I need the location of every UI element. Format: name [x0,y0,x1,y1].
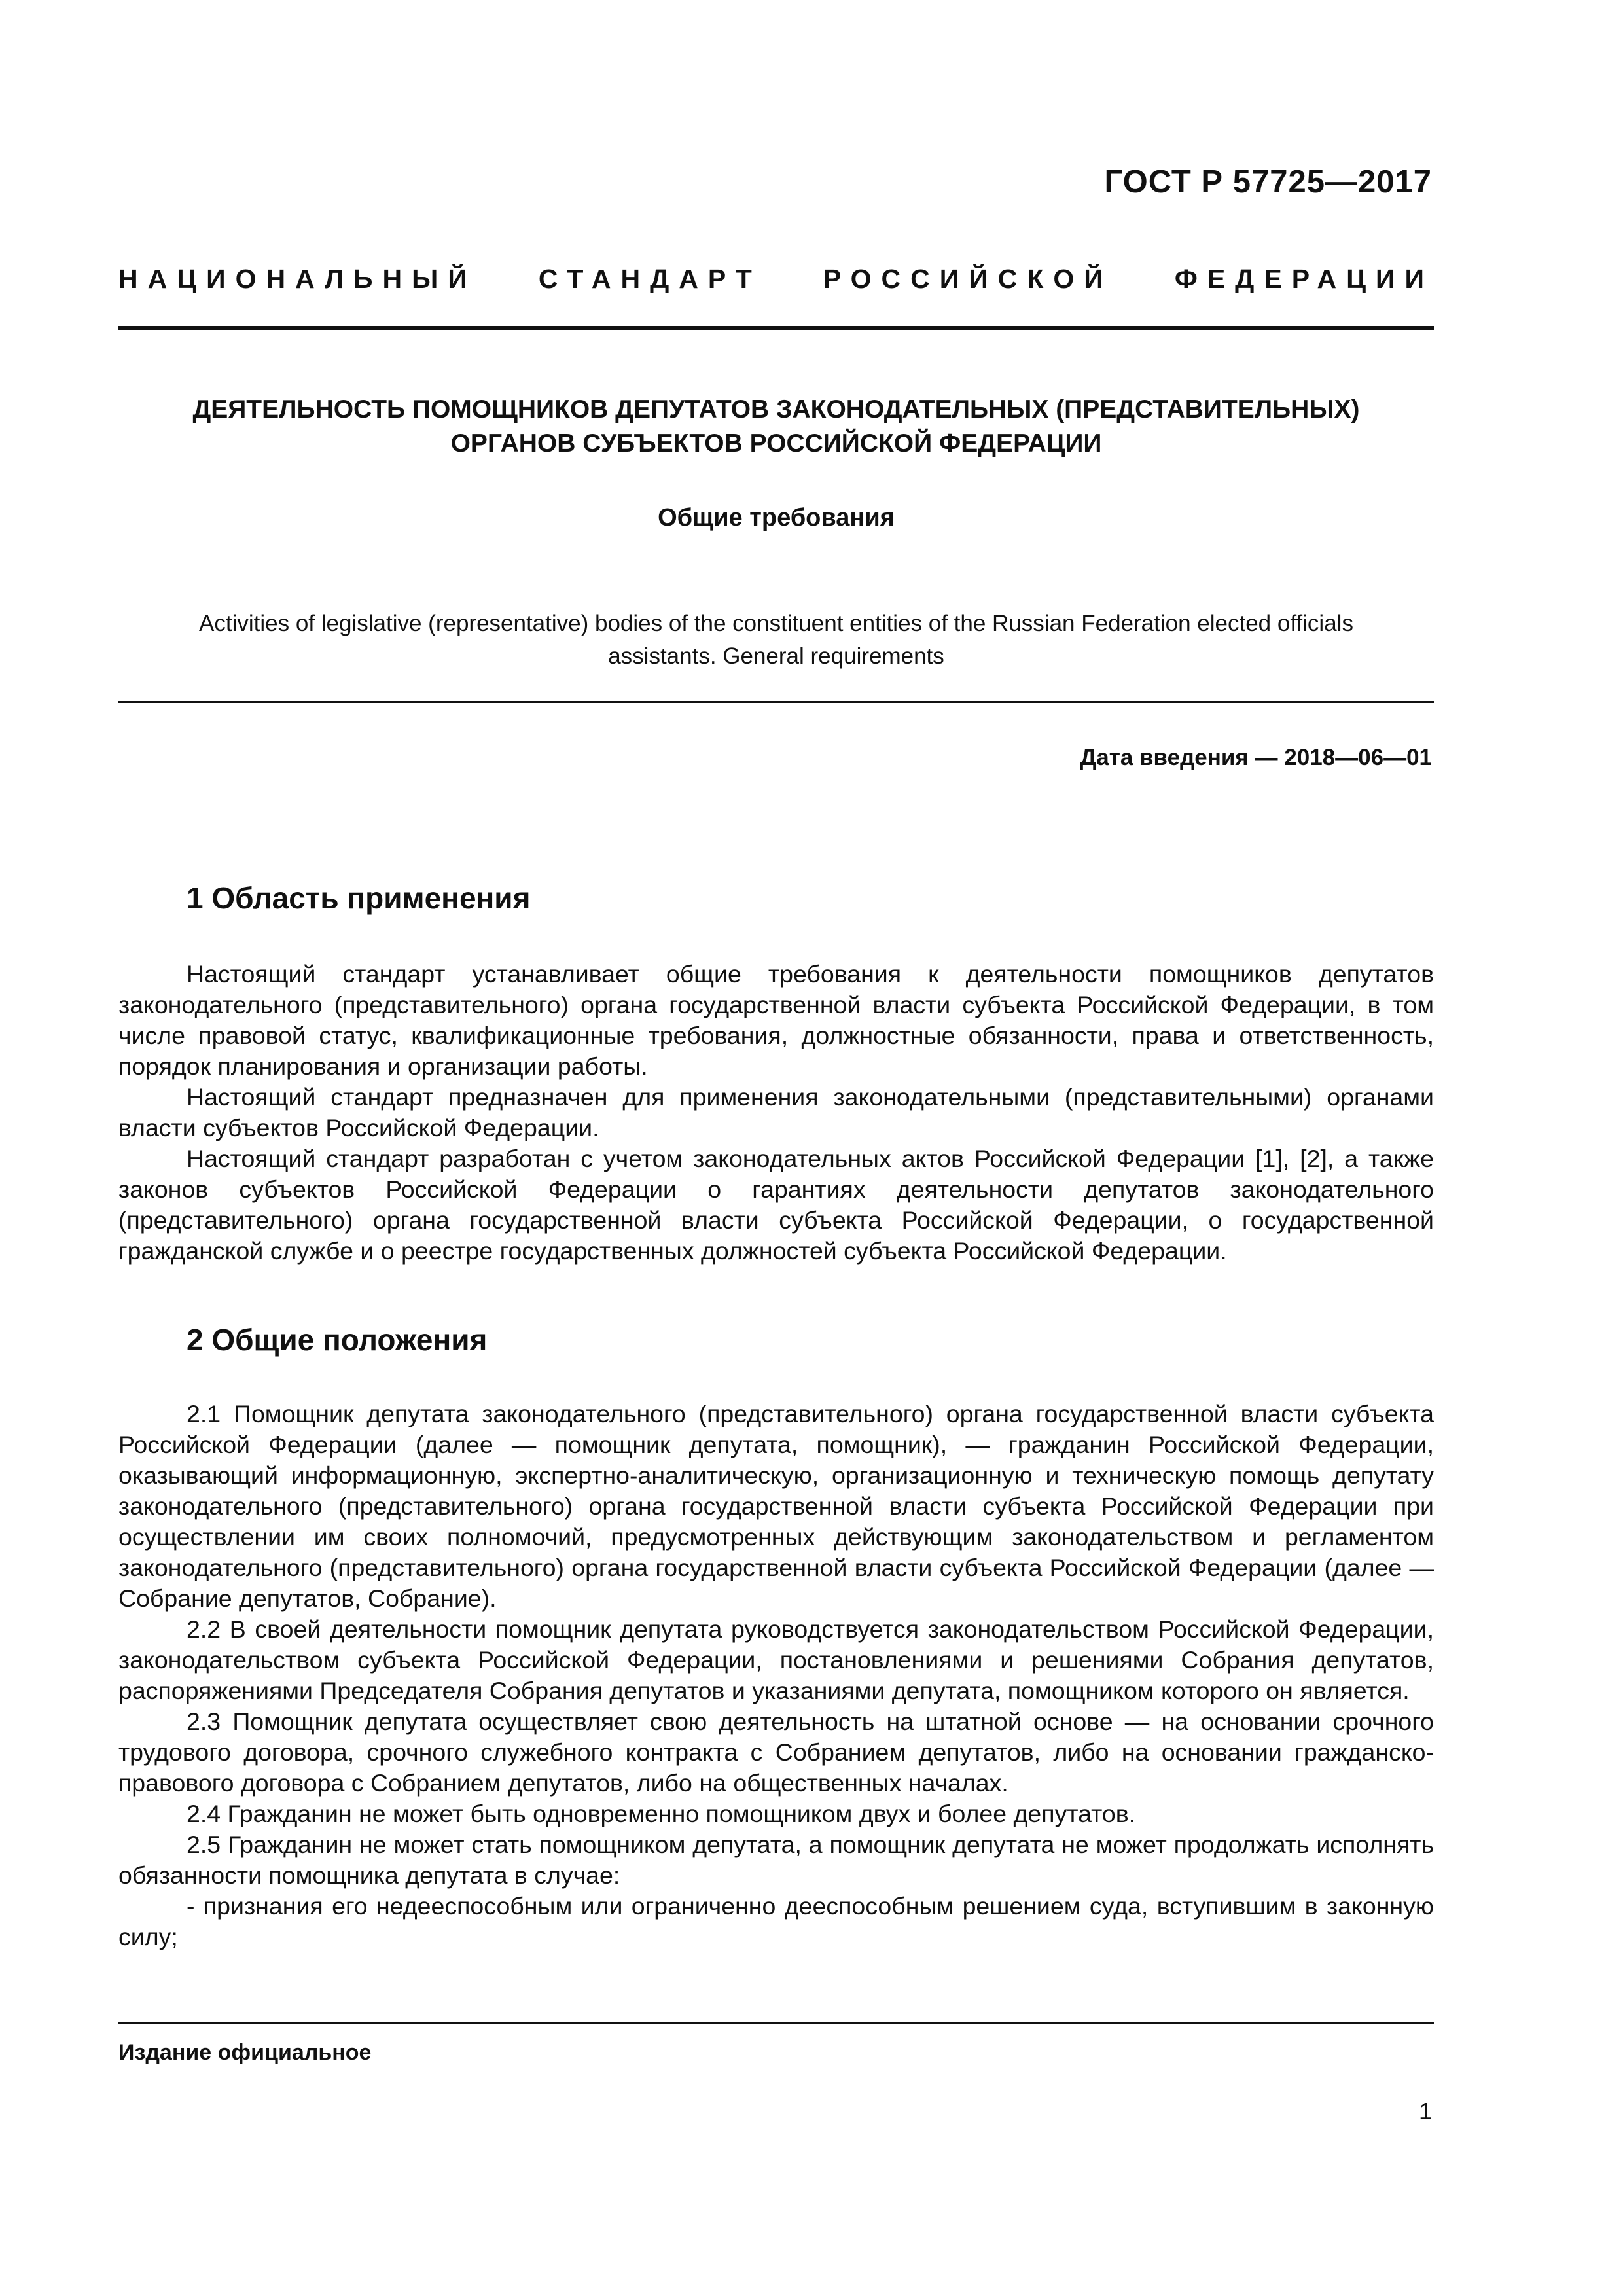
gost-code: ГОСТ Р 57725—2017 [1104,164,1432,200]
paragraph: Настоящий стандарт устанавливает общие требования к деятельности помощников депутатов законодательного (представительного) органа государственной власти субъекта Российской Федерации, в том числе правовой статус, квалификационные требования, должностные обязанности, права и ответственность, порядок планирования и организации работы. [118,960,1434,1080]
paragraph: 2.3 Помощник депутата осуществляет свою деятельность на штатной основе — на основании срочного трудового договора, срочного служебного контракта с Собранием депутатов, либо на основании гражданско-правового договора с Собранием депутатов, либо на общественных началах. [118,1708,1434,1797]
english-title [118,607,1434,673]
section-1-body [118,959,1434,1266]
national-standard-heading [118,264,1434,295]
paragraph: Настоящий стандарт разработан с учетом законодательных актов Российской Федерации [1], [2], а также законов субъектов Российской Федерации о гарантиях деятельности депутатов законодательного (представительного) органа государственной власти субъекта Российской Федерации, о государственной гражданской службе и о реестре государственных должностей субъекта Российской Федерации. [118,1145,1434,1265]
introduction-date: Дата введения — 2018—06—01 [1080,745,1432,770]
footer-divider [118,2022,1434,2024]
document-subtitle: Общие требования [658,504,895,531]
page-number: 1 [1418,2098,1432,2125]
section-2-body [118,1399,1434,1952]
paragraph: Настоящий стандарт предназначен для применения законодательными (представительными) органами власти субъектов Российской Федерации. [118,1083,1434,1141]
national-standard-word: ФЕДЕРАЦИИ [1174,264,1434,294]
document-title [118,393,1434,461]
section-2-heading: 2 Общие положения [187,1323,488,1357]
paragraph: 2.2 В своей деятельности помощник депутата руководствуется законодательством Российской Федерации, законодательством субъекта Российской Федерации, постановлениями и решениями Собрания депутатов, распоряжениями Председателя Собрания депутатов и указаниями депутата, помощником которого он является. [118,1615,1434,1704]
national-standard-word: РОССИЙСКОЙ [823,264,1113,294]
title-line: ДЕЯТЕЛЬНОСТЬ ПОМОЩНИКОВ ДЕПУТАТОВ ЗАКОНОДАТЕЛЬНЫХ (ПРЕДСТАВИТЕЛЬНЫХ) [192,395,1360,423]
header-divider [118,326,1434,330]
paragraph: - признания его недееспособным или ограниченно дееспособным решением суда, вступившим в законную силу; [118,1892,1434,1950]
paragraph: 2.5 Гражданин не может стать помощником депутата, а помощник депутата не может продолжать исполнять обязанности помощника депутата в случае: [118,1831,1434,1889]
title-line: ОРГАНОВ СУБЪЕКТОВ РОССИЙСКОЙ ФЕДЕРАЦИИ [450,429,1102,457]
national-standard-word: НАЦИОНАЛЬНЫЙ [118,264,477,294]
english-title-line: Activities of legislative (representative) bodies of the constituent entities of the Russian Federation elected officials [199,611,1353,636]
national-standard-word: СТАНДАРТ [538,264,762,294]
section-1-heading: 1 Область применения [187,881,531,915]
official-edition-label: Издание официальное [118,2040,372,2065]
english-title-line: assistants. General requirements [608,643,944,669]
paragraph: 2.4 Гражданин не может быть одновременно помощником двух и более депутатов. [187,1800,1136,1827]
title-divider [118,701,1434,703]
paragraph: 2.1 Помощник депутата законодательного (представительного) органа государственной власти субъекта Российской Федерации (далее — помощник депутата, помощник), — гражданин Российской Федерации, оказывающий информационную, экспертно-аналитическую, организационную и техническую помощь депутату законодательного (представительного) органа государственной власти субъекта Российской Федерации при осуществлении им своих полномочий, предусмотренных действующим законодательством и регламентом законодательного (представительного) органа государственной власти субъекта Российской Федерации (далее — Собрание депутатов, Собрание). [118,1400,1434,1612]
